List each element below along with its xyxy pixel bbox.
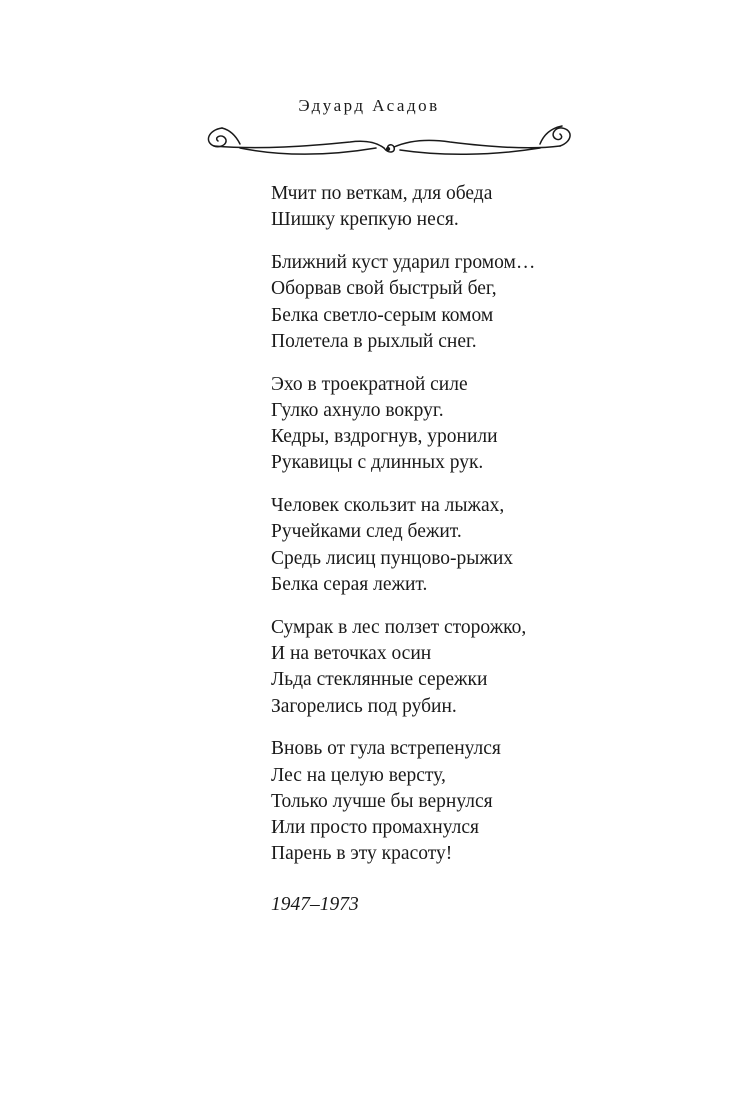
poem-date: 1947–1973 <box>271 894 359 915</box>
poem-line: Рукавицы с длинных рук. <box>271 452 484 474</box>
poem-line: Средь лисиц пунцово-рыжих <box>271 547 514 569</box>
poem-line: Оборвав свой быстрый бег, <box>271 278 497 300</box>
stanza <box>271 372 691 477</box>
poem-line: Парень в эту красоту! <box>271 843 453 865</box>
decorative-flourish-divider <box>200 120 580 164</box>
poem-line: Гулко ахнуло вокруг. <box>271 399 444 421</box>
poem-line: Ручейками след бежит. <box>271 521 462 543</box>
stanza <box>271 493 691 598</box>
poem-line: И на веточках осин <box>271 643 432 665</box>
poem-line: Вновь от гула встрепенулся <box>271 738 501 760</box>
stanza <box>271 181 691 234</box>
stanza <box>271 250 691 355</box>
stanza <box>271 615 691 720</box>
running-header-author: Эдуард Асадов <box>298 96 440 115</box>
poem-line: Человек скользит на лыжах, <box>271 495 505 517</box>
poem-line: Полетела в рыхлый снег. <box>271 330 477 352</box>
poem-line: Эхо в троекратной силе <box>271 373 468 395</box>
poem-line: Сумрак в лес ползет сторожко, <box>271 616 527 638</box>
poem-line: Или просто промахнулся <box>271 817 479 839</box>
stanza <box>271 736 691 867</box>
poem-line: Мчит по веткам, для обеда <box>271 183 493 204</box>
poem-line: Только лучше бы вернулся <box>271 790 493 812</box>
poem-line: Загорелись под рубин. <box>271 695 457 717</box>
poem-line: Белка серая лежит. <box>271 574 428 596</box>
poem-body <box>271 181 691 884</box>
poem-line: Кедры, вздрогнув, уронили <box>271 426 498 448</box>
poem-line: Белка светло-серым комом <box>271 304 494 326</box>
poem-line: Шишку крепкую неся. <box>271 209 459 231</box>
poem-line: Льда стеклянные сережки <box>271 669 488 691</box>
poem-line: Лес на целую версту, <box>271 764 446 786</box>
poem-line: Ближний куст ударил громом… <box>271 251 536 273</box>
